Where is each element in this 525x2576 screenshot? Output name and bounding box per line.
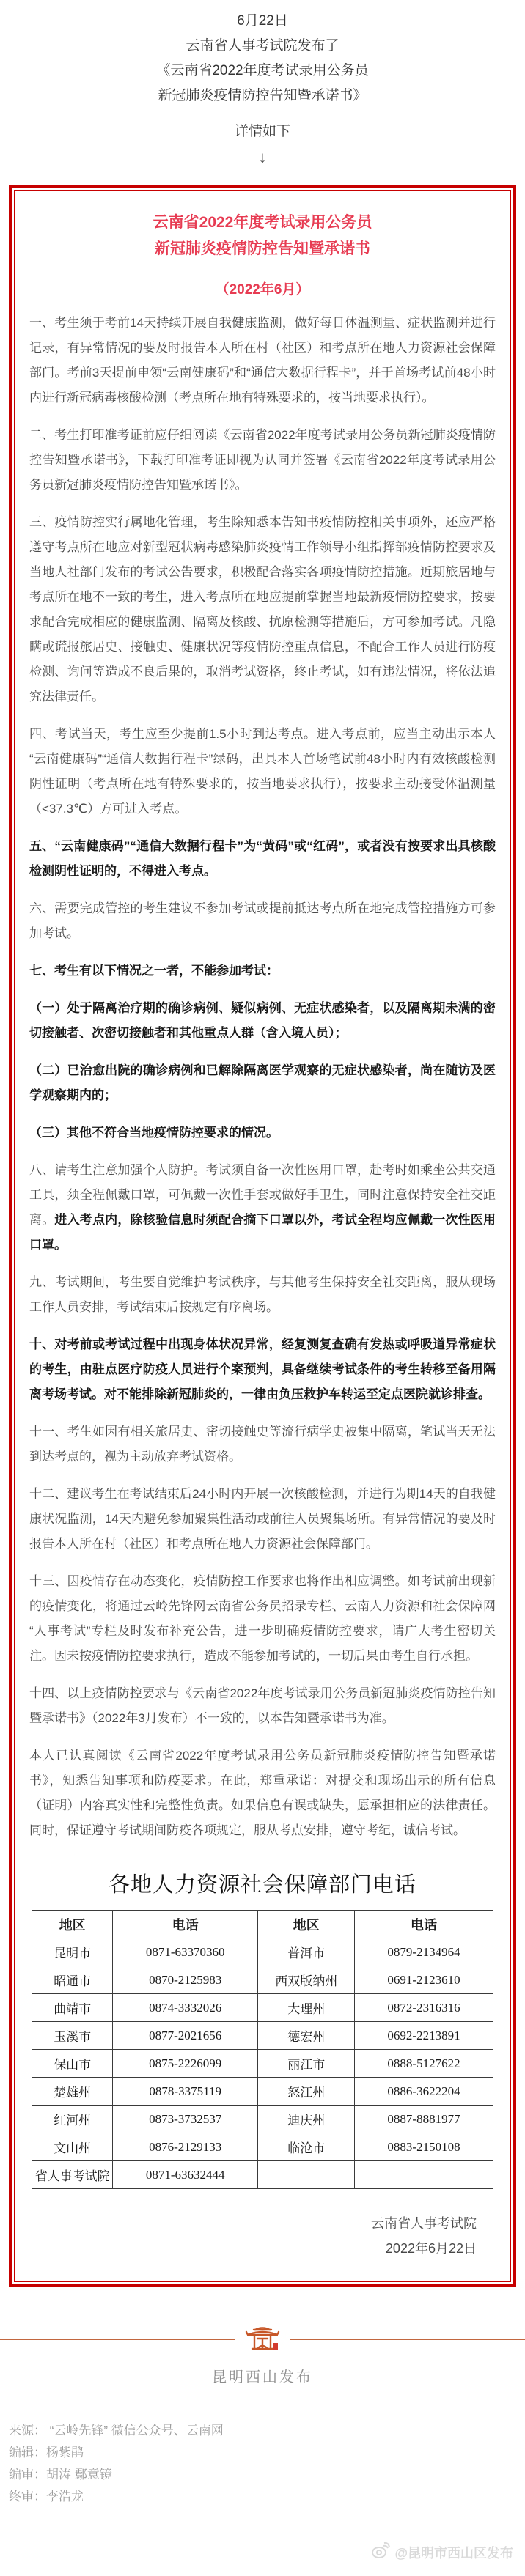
notice-paragraph: 十四、以上疫情防控要求与《云南省2022年度考试录用公务员新冠肺炎疫情防控告知暨承诺书》（2022年3月发布）不一致的，以本告知暨承诺书为准。 <box>29 1686 496 1725</box>
phone-table-row <box>32 1966 493 1994</box>
phone-table-cell: 西双版纳州 <box>258 1966 355 1994</box>
notice-title-line1: 云南省2022年度考试录用公务员 <box>153 214 372 231</box>
phone-table-cell: 德宏州 <box>258 2022 355 2050</box>
phone-table-row <box>32 2078 493 2106</box>
signature-block <box>29 2211 477 2261</box>
phone-table-cell: 昭通市 <box>32 1966 113 1994</box>
phone-table-cell: 曲靖市 <box>32 1994 113 2022</box>
phone-table-cell: 怒江州 <box>258 2078 355 2106</box>
phone-table-cell: 0870-2125983 <box>113 1966 258 1994</box>
notice-paragraph: 本人已认真阅读《云南省2022年度考试录用公务员新冠肺炎疫情防控告知暨承诺书》，知悉告知事项和防疫要求。在此，郑重承诺：对提交和现场出示的所有信息（证明）内容真实性和完整性负责。如果信息有误或缺失，愿承担相应的法律责任。同时，保证遵守考试期间防疫各项规定，服从考点安排，遵守考纪，诚信考试。 <box>29 1749 496 1837</box>
phone-table-title: 各地人力资源社会保障部门电话 <box>108 1873 416 1897</box>
notice-paragraph: 五、“云南健康码”“通信大数据行程卡”为“黄码”或“红码”，或者没有按要求出具核酸检测阴性证明的，不得进入考点。 <box>29 839 496 878</box>
phone-table-row <box>32 2133 493 2161</box>
phone-table-cell <box>355 2161 493 2189</box>
phone-table-cell: 0692-2213891 <box>355 2022 493 2050</box>
phone-table-row <box>32 1938 493 1966</box>
final-reviewer-line: 终审：李浩龙 <box>9 2490 84 2503</box>
phone-table-cell: 文山州 <box>32 2133 113 2161</box>
phone-table-cell: 0878-3375119 <box>113 2078 258 2106</box>
notice-title <box>29 210 496 262</box>
notice-paragraph: 一、考生须于考前14天持续开展自我健康监测，做好每日体温测量、症状监测并进行记录，有异常情况的要及时报告本人所在村（社区）和考点所在地人力资源社会保障部门。考前3天提前申领“云南健康码”和“通信大数据行程卡”，并于首场考试前48小时内进行新冠病毒核酸检测（考点所在地有特殊要求的，按当地要求执行）。 <box>29 316 496 405</box>
phone-table-cell: 0886-3622204 <box>355 2078 493 2106</box>
phone-table-cell: 临沧市 <box>258 2133 355 2161</box>
phone-table-cell: 迪庆州 <box>258 2106 355 2133</box>
phone-table-row <box>32 1994 493 2022</box>
notice-paragraph: 十、对考前或考试过程中出现身体状况异常，经复测复查确有发热或呼吸道异常症状的考生，由驻点医疗防疫人员进行个案预判，具备继续考试条件的考生转移至备用隔离考场考试。对不能排除新冠肺炎的，一律由负压救护车转运至定点医院就诊排查。 <box>29 1337 496 1401</box>
notice-paragraph: 二、考生打印准考证前应仔细阅读《云南省2022年度考试录用公务员新冠肺炎疫情防控告知暨承诺书》，下载打印准考证即视为认同并签署《云南省2022年度考试录用公务员新冠肺炎疫情防控告知暨承诺书》。 <box>29 428 496 492</box>
notice-box <box>9 185 516 2287</box>
phone-table-cell: 0887-8881977 <box>355 2106 493 2133</box>
phone-table-header-cell: 电话 <box>113 1911 258 1938</box>
phone-table-cell: 0888-5127622 <box>355 2050 493 2078</box>
details-label: 详情如下 <box>234 124 290 139</box>
footer-divider <box>0 2324 525 2355</box>
phone-table-cell: 0879-2134964 <box>355 1938 493 1966</box>
phone-table-cell: 0875-2226099 <box>113 2050 258 2078</box>
signature-org: 云南省人事考试院 <box>371 2216 477 2231</box>
divider-line-right <box>290 2339 525 2340</box>
pagoda-archway-icon <box>245 2324 280 2355</box>
account-name: 昆明西山发布 <box>212 2369 313 2385</box>
phone-table-header-cell: 电话 <box>355 1911 493 1938</box>
divider-line-left <box>0 2339 235 2340</box>
phone-table-cell: 红河州 <box>32 2106 113 2133</box>
intro-block <box>0 0 525 108</box>
intro-line-publisher: 云南省人事考试院发布了 <box>186 38 339 53</box>
notice-paragraph: 十二、建议考生在考试结束后24小时内开展一次核酸检测，并进行为期14天的自我健康状况监测，14天内避免参加聚集性活动或前往人员聚集场所。有异常情况的要及时报告本人所在村（社区）和考点所在地人力资源社会保障部门。 <box>29 1487 496 1551</box>
notice-paragraph: 十一、考生如因有相关旅居史、密切接触史等流行病学史被集中隔离，笔试当天无法到达考点的，视为主动放弃考试资格。 <box>29 1425 496 1464</box>
weibo-watermark <box>0 2542 513 2563</box>
notice-subtitle: （2022年6月） <box>215 282 310 298</box>
down-arrow-icon: ↓ <box>258 148 267 166</box>
phone-table-cell: 0691-2123610 <box>355 1966 493 1994</box>
phone-table-cell: 昆明市 <box>32 1938 113 1966</box>
weibo-icon <box>371 2542 390 2563</box>
phone-table-header-cell: 地区 <box>258 1911 355 1938</box>
phone-table-cell: 省人事考试院 <box>32 2161 113 2189</box>
phone-table-cell: 普洱市 <box>258 1938 355 1966</box>
intro-line-doc-title-2: 新冠肺炎疫情防控告知暨承诺书》 <box>158 88 367 103</box>
phone-table-cell: 大理州 <box>258 1994 355 2022</box>
phone-table-cell: 0871-63632444 <box>113 2161 258 2189</box>
source-line: 来源： “云岭先锋” 微信公众号、云南网 <box>9 2424 224 2437</box>
notice-paragraphs <box>29 311 496 1843</box>
phone-table-cell: 0883-2150108 <box>355 2133 493 2161</box>
phone-table-row <box>32 2050 493 2078</box>
notice-paragraph: 八、请考生注意加强个人防护。考试须自备一次性医用口罩，赴考时如乘坐公共交通工具，须全程佩戴口罩，可佩戴一次性手套或做好手卫生，同时注意保持安全社交距离。进入考点内，除核验信息时须配合摘下口罩以外，考试全程均应佩戴一次性医用口罩。 <box>29 1163 496 1252</box>
phone-table-row <box>32 2161 493 2189</box>
weibo-watermark-text: @昆明市西山区发布 <box>394 2545 513 2561</box>
phone-table-cell: 楚雄州 <box>32 2078 113 2106</box>
notice-paragraph: （二）已治愈出院的确诊病例和已解除隔离医学观察的无症状感染者，尚在随访及医学观察期内的； <box>29 1063 496 1102</box>
phone-table-cell: 0876-2129133 <box>113 2133 258 2161</box>
phone-table-cell: 0874-3332026 <box>113 1994 258 2022</box>
phone-table-row <box>32 2106 493 2133</box>
phone-table-cell: 丽江市 <box>258 2050 355 2078</box>
phone-table-row <box>32 2022 493 2050</box>
editor-line: 编辑：杨紫鹃 <box>9 2446 84 2459</box>
notice-paragraph: 三、疫情防控实行属地化管理，考生除知悉本告知书疫情防控相关事项外，还应严格遵守考点所在地应对新型冠状病毒感染肺炎疫情工作领导小组指挥部疫情防控要求及当地人社部门发布的考试公告要求，积极配合落实各项疫情防控措施。近期旅居地与考点所在地不一致的考生，进入考点所在地应提前掌握当地最新疫情防控要求，按要求配合完成相应的健康监测、隔离及核酸、抗原检测等措施后，方可参加考试。凡隐瞒或谎报旅居史、接触史、健康状况等疫情防控重点信息，不配合工作人员进行防疫检测、询问等造成不良后果的，取消考试资格，终止考试，如有违法情况，将依法追究法律责任。 <box>29 515 496 704</box>
notice-paragraph: 六、需要完成管控的考生建议不参加考试或提前抵达考点所在地完成管控措施方可参加考试。 <box>29 901 496 940</box>
intro-line-doc-title-1: 《云南省2022年度考试录用公务员 <box>156 63 369 78</box>
signature-date: 2022年6月22日 <box>385 2241 477 2256</box>
phone-table-header-row <box>32 1911 493 1938</box>
phone-table-cell: 保山市 <box>32 2050 113 2078</box>
notice-paragraph: （三）其他不符合当地疫情防控要求的情况。 <box>29 1126 279 1140</box>
notice-title-line2: 新冠肺炎疫情防控告知暨承诺书 <box>155 240 370 257</box>
intro-date: 6月22日 <box>237 13 288 29</box>
phone-table-body <box>32 1938 493 2189</box>
notice-paragraph: 七、考生有以下情况之一者，不能参加考试： <box>29 964 279 978</box>
notice-box-inner <box>14 190 511 2282</box>
phone-table-cell: 0872-2316316 <box>355 1994 493 2022</box>
phone-table-cell <box>258 2161 355 2189</box>
notice-paragraph: 九、考试期间，考生要自觉维护考试秩序，与其他考生保持安全社交距离，服从现场工作人员安排，考试结束后按规定有序离场。 <box>29 1275 496 1314</box>
phone-table-cell: 0873-3732537 <box>113 2106 258 2133</box>
notice-paragraph: 四、考试当天，考生应至少提前1.5小时到达考点。进入考点前，应当主动出示本人“云南健康码”“通信大数据行程卡”绿码，出具本人首场笔试前48小时内有效核酸检测阴性证明（考点所在地有特殊要求的，按当地要求执行），按要求主动接受体温测量（<37.3℃）方可进入考点。 <box>29 727 496 816</box>
notice-paragraph: （一）处于隔离治疗期的确诊病例、疑似病例、无症状感染者，以及隔离期未满的密切接触者、次密切接触者和其他重点人群（含入境人员）； <box>29 1001 496 1040</box>
phone-table <box>32 1910 493 2189</box>
phone-table-cell: 玉溪市 <box>32 2022 113 2050</box>
notice-paragraph: 十三、因疫情存在动态变化，疫情防控工作要求也将作出相应调整。如考试前出现新的疫情变化，将通过云岭先锋网云南省公务员招录专栏、云南人力资源和社会保障网“人事考试”专栏及时发布补充公告，进一步明确疫情防控要求，请广大考生密切关注。因未按疫情防控要求执行，造成不能参加考试的，一切后果由考生自行承担。 <box>29 1574 496 1663</box>
phone-table-cell: 0877-2021656 <box>113 2022 258 2050</box>
phone-table-header-cell: 地区 <box>32 1911 113 1938</box>
phone-table-cell: 0871-63370360 <box>113 1938 258 1966</box>
reviewer-line: 编审：胡涛 鄢意镜 <box>9 2468 112 2481</box>
source-block <box>9 2420 525 2508</box>
